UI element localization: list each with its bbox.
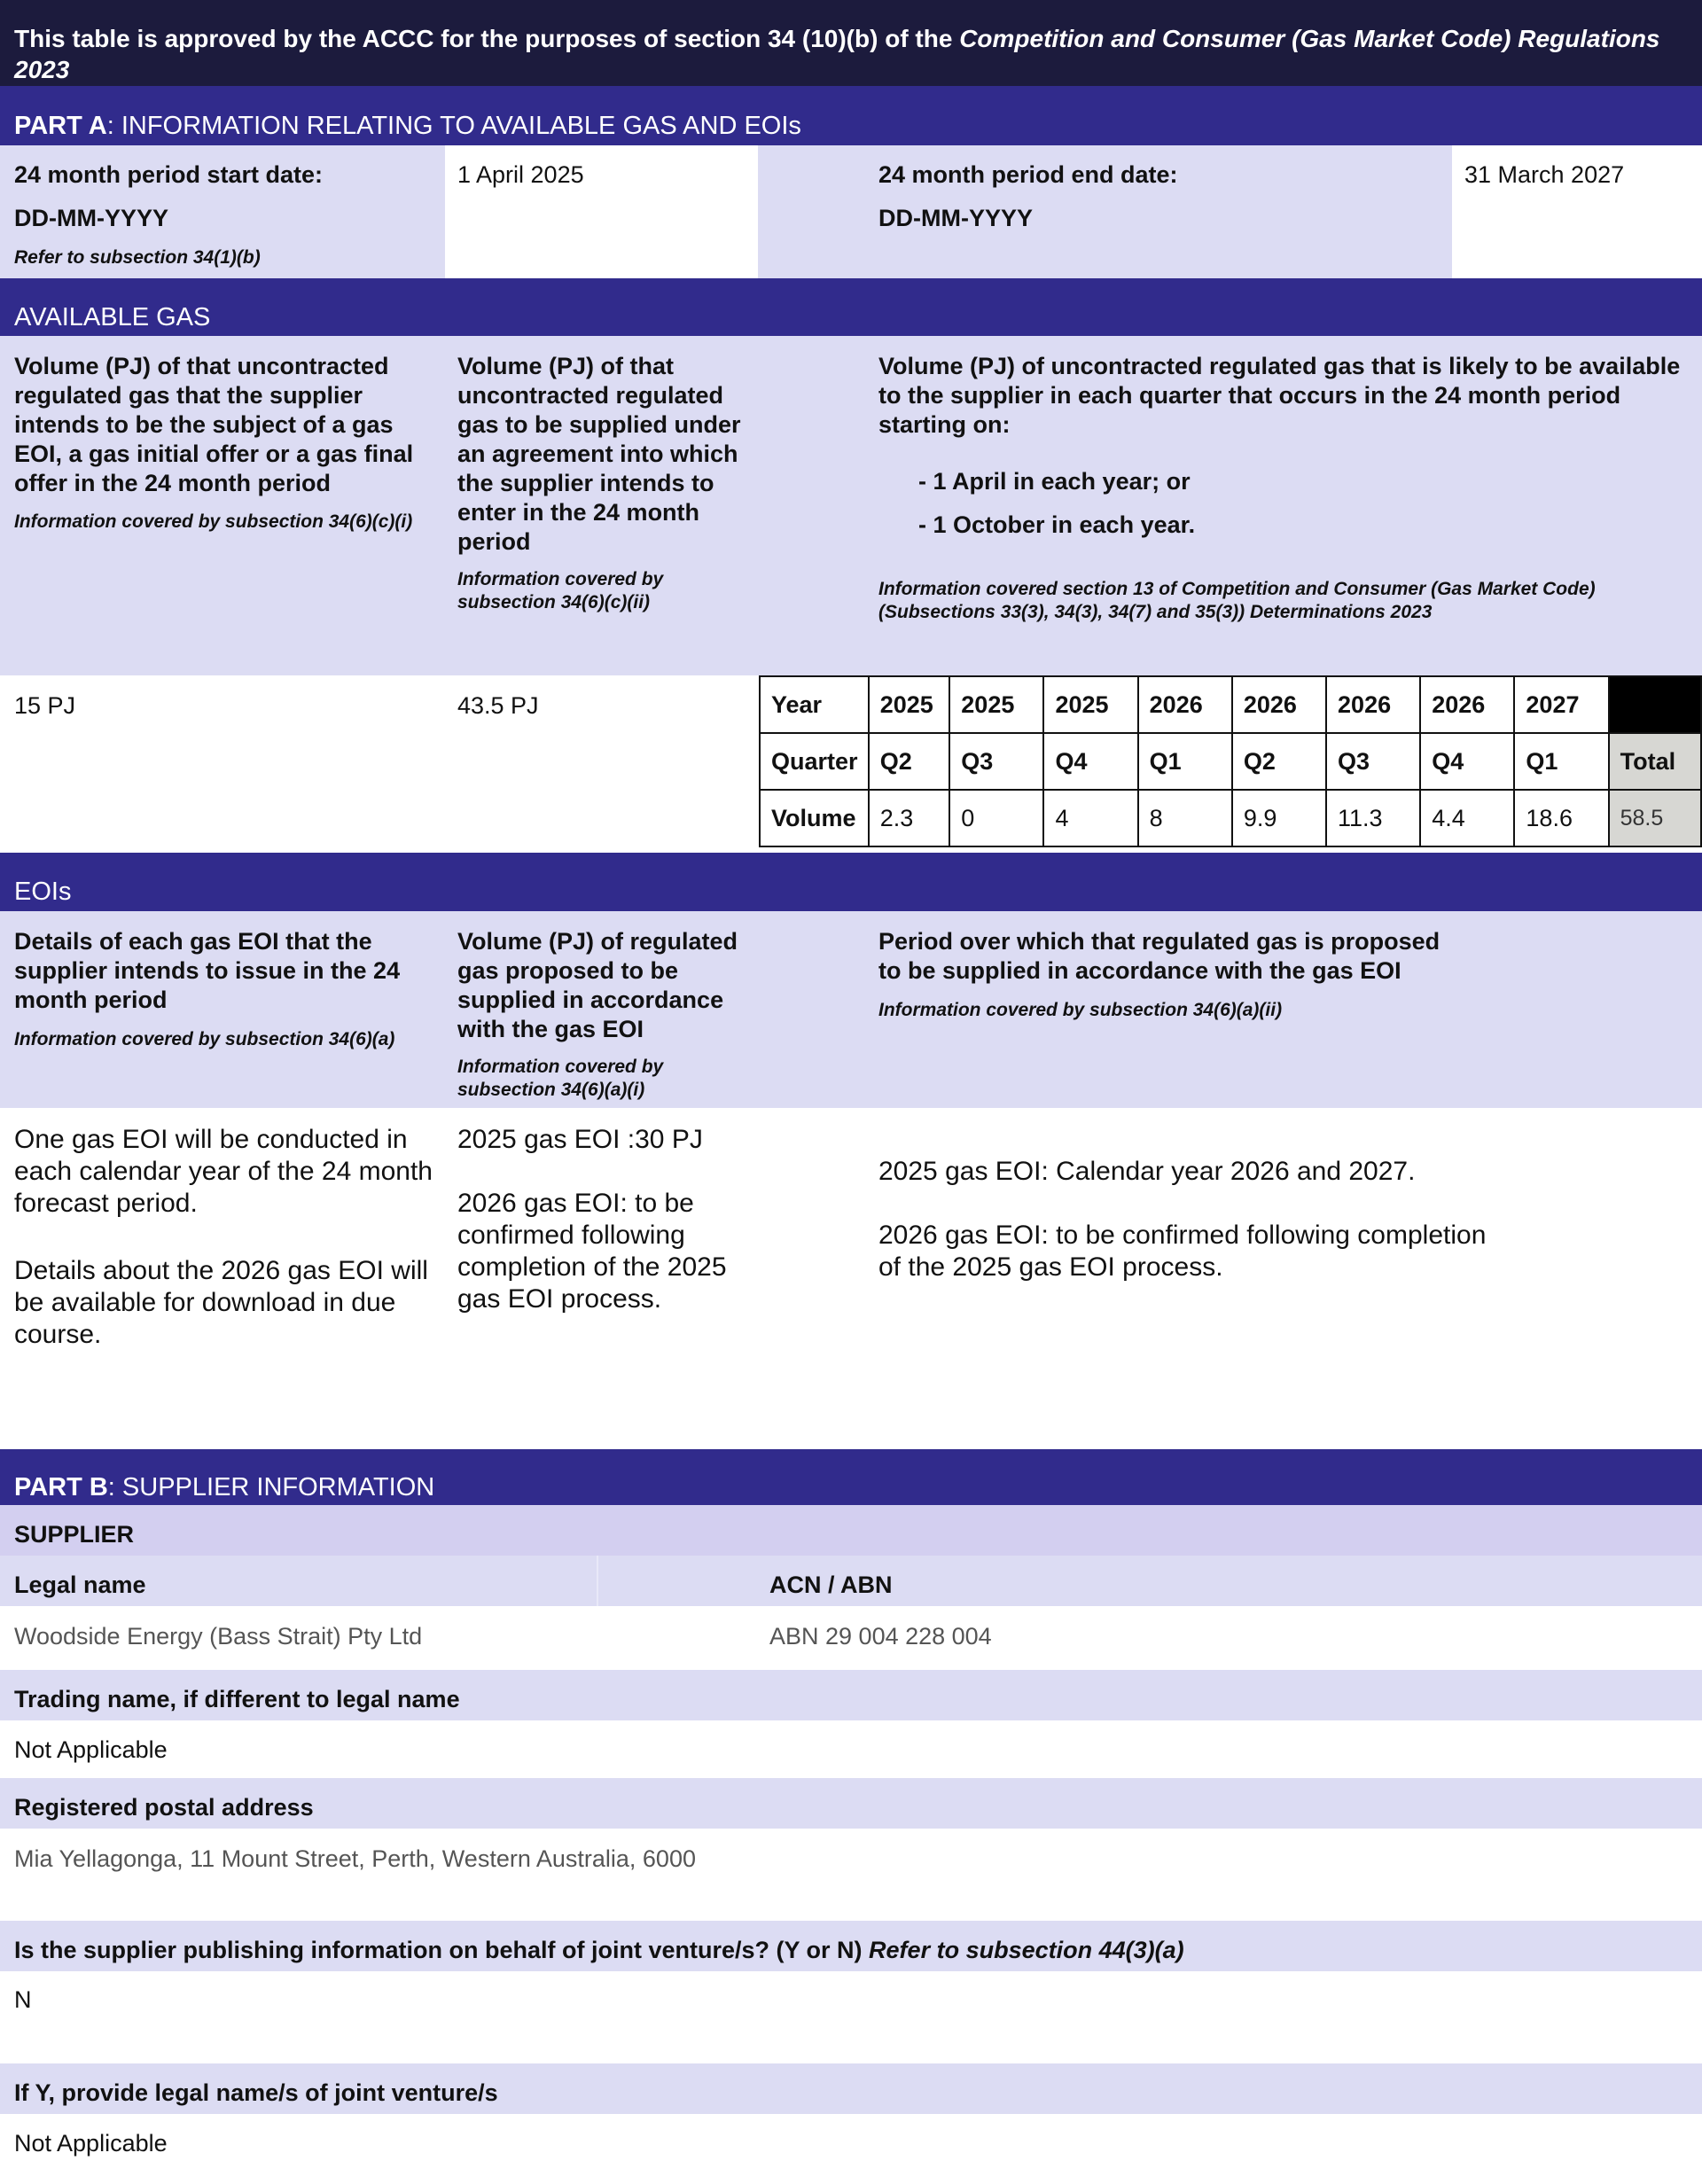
available-gas-col2-heading: Volume (PJ) of that uncontracted regulated gas to be supplied under an agreement into which the supplier intends to enter in the 24 month period <box>457 353 741 555</box>
year-cell: 2025 <box>949 676 1043 733</box>
eois-details-text-1: One gas EOI will be conducted in each calendar year of the 24 month forecast period. <box>14 1125 433 1218</box>
eois-volume-text-2: 2026 gas EOI: to be confirmed following completion of the 2025 gas EOI process. <box>457 1189 727 1314</box>
eois-col1-note: Information covered by subsection 34(6)(a) <box>14 1029 395 1049</box>
volume-cell: 18.6 <box>1514 790 1608 846</box>
eois-col3-note: Information covered by subsection 34(6)(a)(ii) <box>878 1000 1283 1020</box>
row-label-volume: Volume <box>760 790 869 846</box>
eois-period-text-1: 2025 gas EOI: Calendar year 2026 and 2027. <box>878 1157 1416 1186</box>
approval-header <box>0 0 1702 86</box>
eois-col2-heading: Volume (PJ) of regulated gas proposed to be supplied in accordance with the gas EOI <box>457 928 738 1042</box>
acn-abn-value: ABN 29 004 228 004 <box>769 1623 992 1650</box>
legal-name-value: Woodside Energy (Bass Strait) Pty Ltd <box>14 1623 423 1650</box>
end-date-format: DD-MM-YYYY <box>878 205 1033 231</box>
trading-name-value: Not Applicable <box>14 1736 168 1763</box>
end-date-value: 31 March 2027 <box>1464 161 1625 188</box>
quarter-cell: Q2 <box>1232 733 1326 790</box>
volume-cell: 4.4 <box>1420 790 1514 846</box>
part-b-heading: PART B: SUPPLIER INFORMATION <box>0 1449 1702 1505</box>
volume-cell: 8 <box>1138 790 1232 846</box>
row-label-quarter: Quarter <box>760 733 869 790</box>
approval-text: This table is approved by the ACCC for the purposes of section 34 (10)(b) of the <box>14 25 953 52</box>
eois-details-text-2: Details about the 2026 gas EOI will be available for download in due course. <box>14 1256 428 1349</box>
volume-cell: 4 <box>1043 790 1137 846</box>
divider <box>445 145 446 278</box>
table-row-year <box>760 676 1701 733</box>
volume-cell: 0 <box>949 790 1043 846</box>
start-date-note: Refer to subsection 34(1)(b) <box>14 247 261 268</box>
year-cell: 2026 <box>1138 676 1232 733</box>
end-date-label: 24 month period end date: <box>878 161 1178 188</box>
acn-abn-label: ACN / ABN <box>769 1572 893 1598</box>
volume-cell: 11.3 <box>1326 790 1420 846</box>
supplier-label: SUPPLIER <box>0 1505 1702 1556</box>
start-date-value: 1 April 2025 <box>457 161 584 188</box>
postal-address-value: Mia Yellagonga, 11 Mount Street, Perth, Western Australia, 6000 <box>14 1845 696 1872</box>
postal-address-label: Registered postal address <box>0 1778 1702 1829</box>
volume-cell: 9.9 <box>1232 790 1326 846</box>
joint-venture-answer: N <box>14 1986 32 2013</box>
available-gas-heading: AVAILABLE GAS <box>0 278 1702 336</box>
divider <box>597 1556 598 1606</box>
available-gas-col3-note: Information covered section 13 of Competition and Consumer (Gas Market Code) (Subsections 33(3), 34(3), 34(7) and 35(3)) Determinations 2023 <box>878 579 1596 622</box>
start-date-format: DD-MM-YYYY <box>14 205 168 231</box>
part-a-heading: PART A: INFORMATION RELATING TO AVAILABLE GAS AND EOIs <box>0 86 1702 145</box>
year-cell: 2025 <box>869 676 950 733</box>
available-gas-col3-heading: Volume (PJ) of uncontracted regulated gas that is likely to be available to the supplier in each quarter that occurs in the 24 month period starting on: <box>878 353 1681 438</box>
quarter-cell: Q4 <box>1420 733 1514 790</box>
available-gas-bullet-april: - 1 April in each year; or <box>918 468 1191 495</box>
trading-name-label: Trading name, if different to legal name <box>0 1670 1702 1720</box>
legal-name-label: Legal name <box>14 1572 146 1598</box>
joint-venture-names-value: Not Applicable <box>14 2130 168 2157</box>
year-cell: 2026 <box>1232 676 1326 733</box>
available-gas-eoi-volume: 15 PJ <box>14 692 76 719</box>
volume-cell: 2.3 <box>869 790 950 846</box>
eois-col2-note: Information covered by subsection 34(6)(a)(i) <box>457 1057 664 1100</box>
year-cell: 2026 <box>1326 676 1420 733</box>
eois-col1-heading: Details of each gas EOI that the supplier intends to issue in the 24 month period <box>14 928 401 1013</box>
quarter-cell: Q3 <box>1326 733 1420 790</box>
year-cell: 2025 <box>1043 676 1137 733</box>
available-gas-col1-heading: Volume (PJ) of that uncontracted regulated gas that the supplier intends to be the subject of a gas EOI, a gas initial offer or a gas final offer in the 24 month period <box>14 353 414 496</box>
table-row-quarter <box>760 733 1701 790</box>
eois-col3-heading: Period over which that regulated gas is proposed to be supplied in accordance with the gas EOI <box>878 928 1440 984</box>
black-header-cell <box>1609 676 1701 733</box>
quarterly-volume-table <box>759 675 1702 847</box>
quarter-cell: Q1 <box>1514 733 1608 790</box>
table-row-volume <box>760 790 1701 846</box>
total-label-cell: Total <box>1609 733 1701 790</box>
available-gas-col1-note: Information covered by subsection 34(6)(c)(i) <box>14 511 413 532</box>
start-date-label: 24 month period start date: <box>14 161 324 188</box>
joint-venture-names-label: If Y, provide legal name/s of joint venture/s <box>0 2063 1702 2114</box>
joint-venture-question: Is the supplier publishing information on behalf of joint venture/s? (Y or N) Refer to subsection 44(3)(a) <box>0 1921 1702 1971</box>
row-label-year: Year <box>760 676 869 733</box>
quarter-cell: Q1 <box>1138 733 1232 790</box>
eois-heading: EOIs <box>0 853 1702 911</box>
eois-period-text-2: 2026 gas EOI: to be confirmed following completion of the 2025 gas EOI process. <box>878 1221 1487 1282</box>
approval-regulation: Competition and Consumer (Gas Market Code) Regulations 2023 <box>14 25 1660 83</box>
year-cell: 2027 <box>1514 676 1608 733</box>
available-gas-bullet-october: - 1 October in each year. <box>918 511 1196 538</box>
quarter-cell: Q2 <box>869 733 950 790</box>
available-gas-col2-note: Information covered by subsection 34(6)(c)(ii) <box>457 569 664 612</box>
eois-volume-text-1: 2025 gas EOI :30 PJ <box>457 1125 703 1154</box>
quarter-cell: Q3 <box>949 733 1043 790</box>
year-cell: 2026 <box>1420 676 1514 733</box>
available-gas-agreement-volume: 43.5 PJ <box>457 692 539 719</box>
total-value-cell: 58.5 <box>1609 790 1701 846</box>
quarter-cell: Q4 <box>1043 733 1137 790</box>
